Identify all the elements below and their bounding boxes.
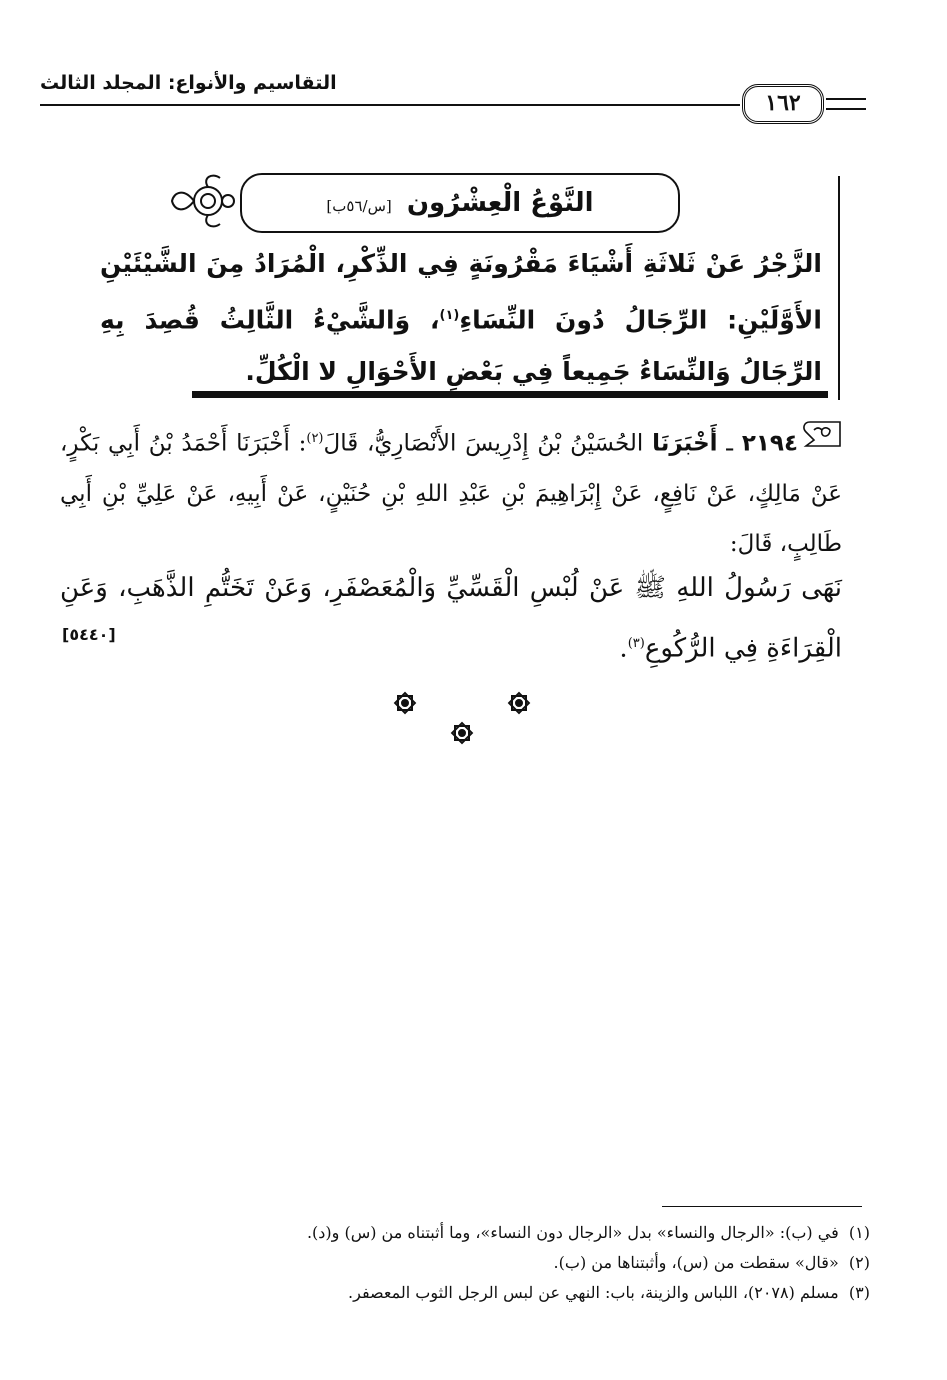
running-title: التقاسيم والأنواع: المجلد الثالث [40, 72, 337, 94]
star-ornament-icon [392, 690, 418, 720]
footnote [60, 1278, 870, 1308]
chapter-manuscript-ref: [س/٥٦ب] [326, 197, 392, 215]
hadith-isnad-b: : أَخْبَرَنَا أَحْمَدُ بْنُ أَبِي بَكْرٍ، عَنْ مَالِكٍ، عَنْ نَافِعٍ، عَنْ إِبْرَاهِيمَ بْنِ عَبْدِ اللهِ بْنِ حُنَيْنٍ، عَنْ أَبِيهِ، عَنْ عَلِيِّ بْنِ أَبِي طَالِبٍ، قَالَ: [60, 430, 842, 557]
header-rule [40, 104, 740, 106]
footnote [60, 1248, 870, 1278]
page-number-lines [826, 98, 866, 110]
chapter-heading-text [100, 238, 822, 398]
chapter-bottom-rule [192, 391, 828, 398]
hadith-number: ٢١٩٤ [741, 430, 798, 457]
chapter-title: النَّوْعُ الْعِشْرُون [406, 188, 594, 218]
footnote-ref-2: (٢) [306, 431, 324, 446]
rule-tick [838, 378, 840, 400]
footnote-ref-1: (١) [439, 308, 460, 323]
footnote [60, 1218, 870, 1248]
hadith-lead-word: أَخْبَرَنَا [652, 430, 718, 457]
page-number: ١٦٢ [742, 84, 824, 124]
hadith-matn [60, 560, 842, 677]
hadith-cross-ref: [٥٤٤٠] [62, 625, 116, 644]
star-ornament-icon [506, 690, 532, 720]
star-ornament-icon [449, 720, 475, 750]
chapter-text-part1: الزَّجْرُ عَنْ ثَلاثَةِ أَشْيَاءَ مَقْرُونَةٍ فِي الذِّكْرِ، الْمُرَادُ مِنَ الشَّيْئَيْنِ الأَوَّلَيْنِ: الرِّجَالُ دُونَ النِّسَاءِ [100, 249, 822, 335]
ornament-icon [168, 170, 240, 232]
hadith-dash: ـ [717, 430, 742, 457]
footnote-ref-3: (٣) [627, 636, 645, 651]
footnote-text: مسلم (٢٠٧٨)، اللباس والزينة، باب: النهي عن لبس الرجل الثوب المعصفر. [348, 1283, 839, 1302]
footnote-number: (١) [848, 1223, 870, 1242]
hadith-matn-end: . [619, 633, 628, 664]
footnote-number: (٣) [848, 1283, 870, 1302]
hadith-isnad [60, 414, 842, 569]
footnote-separator [662, 1206, 862, 1207]
footnote-text: «قال» سقطت من (س)، وأثبتناها من (ب). [553, 1253, 839, 1272]
chapter-title-plaque [240, 173, 680, 233]
footnote-text: في (ب): «الرجال والنساء» بدل «الرجال دون النساء»، وما أثبتناه من (س) و(د). [306, 1223, 839, 1242]
chapter-text-part2: ، وَالشَّيْءُ الثَّالِثُ قُصِدَ بِهِ الرِّجَالُ وَالنِّسَاءُ جَمِيعاً فِي بَعْضِ الأَحْوَالِ لا الْكُلِّ. [100, 305, 822, 387]
hadith-isnad-a: الحُسَيْنُ بْنُ إِدْرِيسَ الأَنْصَارِيُّ، قَالَ [323, 430, 653, 457]
footnotes [60, 1218, 870, 1308]
footnote-number: (٢) [848, 1253, 870, 1272]
hadith-matn-text: نَهَى رَسُولُ اللهِ ﷺ عَنْ لُبْسِ الْقَسِّيِّ وَالْمُعَصْفَرِ، وَعَنْ تَخَتُّمِ الذَّهَبِ، وَعَنِ الْقِرَاءَةِ فِي الرُّكُوعِ [60, 573, 842, 664]
